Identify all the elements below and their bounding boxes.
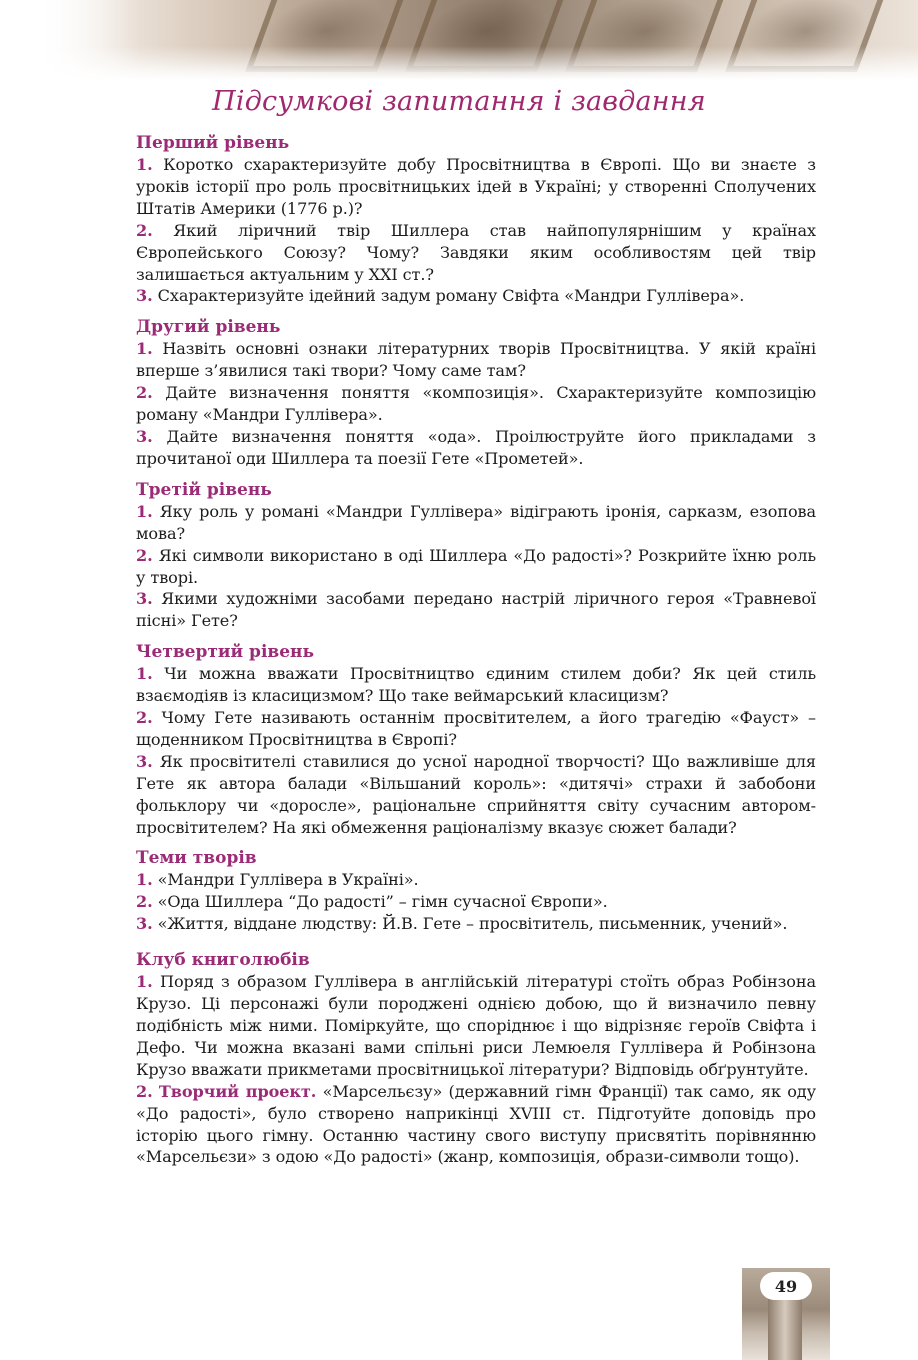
item-number: 3.: [136, 426, 153, 446]
item-text: Коротко схарактеризуйте добу Просвітництва в Європі. Що ви знаєте з уроків історії про роль просвітницьких ідей в Україні; у створенні Сполучених Штатів Америки (1776 р.)?: [136, 155, 816, 218]
item-text: Як просвітителі ставилися до усної народної творчості? Що важливіше для Гете як автора балади «Вільшаний король»: «дитячі» страхи й забобони фольклору чи «доросле», раціональне сприйняття світу сучасним автором-просвітителем? На які обмеження раціоналізму вказує сюжет балади?: [136, 751, 816, 837]
item-number: 2.: [136, 220, 153, 240]
section-heading: Теми творів: [136, 848, 257, 869]
task-item: [136, 971, 816, 1081]
question-item: [136, 545, 816, 589]
task-item: [136, 1081, 816, 1169]
item-number: 1.: [136, 664, 153, 684]
section-level-1: [136, 132, 816, 307]
section-heading: Четвертий рівень: [136, 642, 315, 663]
item-text: Дайте визначення поняття «ода». Проілюструйте його прикладами з прочитаної оди Шиллера та поезії Гете «Прометей».: [136, 426, 816, 468]
item-text: «Марсельєзу» (державний гімн Франції) так само, як оду «До радості», було створено наприкінці XVIII ст. Підготуйте доповідь про історію цього гімну. Останню частину свого виступу присвятіть порівнянню «Марсельєзи» з одою «До радості» (жанр, композиція, образи-символи тощо).: [136, 1081, 816, 1167]
item-number: 2.: [136, 708, 153, 728]
section-heading: Перший рівень: [136, 133, 290, 153]
item-number: 2.: [136, 545, 153, 565]
topic-item: [136, 913, 816, 935]
question-item: [136, 154, 816, 220]
section-heading: Другий рівень: [136, 317, 281, 338]
question-item: [136, 663, 816, 707]
item-number: 2.: [136, 1081, 153, 1101]
header-decoration: [0, 0, 918, 80]
item-text: «Життя, віддане людству: Й.В. Гете – просвітитель, письменник, учений».: [157, 914, 788, 934]
item-text: Схарактеризуйте ідейний задум роману Свіфта «Мандри Гуллівера».: [157, 286, 745, 306]
item-text: Які символи використано в оді Шиллера «До радості»? Розкрийте їхню роль у творі.: [136, 545, 816, 587]
page-title: Підсумкові запитання і завдання: [212, 86, 706, 117]
header-fade-bottom: [0, 46, 918, 80]
question-item: [136, 220, 816, 286]
item-text: «Ода Шиллера “До радості” – гімн сучасної Європи».: [157, 892, 608, 912]
item-text: Назвіть основні ознаки літературних творів Просвітництва. У якій країні вперше з’явилися такі твори? Чому саме там?: [136, 339, 816, 381]
section-level-2: [136, 316, 816, 469]
item-number: 2.: [136, 383, 153, 403]
item-text: Якими художніми засобами передано настрій ліричного героя «Травневої пісні» Гете?: [136, 589, 816, 631]
section-level-4: [136, 641, 816, 838]
question-item: [136, 707, 816, 751]
column-decoration: [768, 1298, 802, 1360]
question-item: [136, 501, 816, 545]
item-text: Чи можна вважати Просвітництво єдиним стилем доби? Як цей стиль взаємодіяв із класицизмом? Що таке веймарський класицизм?: [136, 664, 816, 706]
question-item: [136, 285, 816, 307]
question-item: [136, 751, 816, 839]
question-item: [136, 382, 816, 426]
question-item: [136, 588, 816, 632]
item-number: 1.: [136, 155, 153, 174]
item-text: Який ліричний твір Шиллера став найпопулярнішим у країнах Європейського Союзу? Чому? Завдяки яким особливостям цей твір залишається актуальним у XXI ст.?: [136, 220, 816, 284]
page-number: 49: [760, 1272, 812, 1300]
topic-item: [136, 869, 816, 891]
item-number: 3.: [136, 751, 153, 771]
item-text: Дайте визначення поняття «композиція». Схарактеризуйте композицію роману «Мандри Гуллівера».: [136, 383, 816, 425]
topic-item: [136, 891, 816, 913]
item-text: Чому Гете називають останнім просвітителем, а його трагедію «Фауст» – щоденником Просвітництва в Європі?: [136, 708, 816, 749]
page-content: [136, 132, 816, 1168]
item-number: 1.: [136, 339, 153, 359]
section-essay-topics: [136, 847, 816, 935]
section-book-club: [136, 949, 816, 1168]
item-number: 2.: [136, 892, 153, 912]
section-level-3: [136, 479, 816, 632]
item-number: 3.: [136, 589, 153, 609]
item-text: «Мандри Гуллівера в Україні».: [157, 870, 419, 890]
item-number: 1.: [136, 870, 153, 890]
question-item: [136, 426, 816, 470]
item-number: 1.: [136, 501, 153, 521]
section-heading: Клуб книголюбів: [136, 950, 310, 971]
question-item: [136, 338, 816, 382]
item-number: 3.: [136, 914, 153, 934]
item-text: Поряд з образом Гуллівера в англійській літературі стоїть образ Робінзона Крузо. Ці персонажі були породжені однією добою, що й визначило певну подібність між ними. Поміркуйте, що споріднює і що відрізняє героїв Свіфта і Дефо. Чи можна вказані вами спільні риси Лемюеля Гуллівера й Робінзона Крузо вважати прикметами просвітницької літератури? Відповідь обґрунтуйте.: [136, 972, 816, 1079]
item-lead: Творчий проект.: [158, 1081, 317, 1101]
item-number: 1.: [136, 972, 153, 992]
section-heading: Третій рівень: [136, 479, 272, 500]
item-text: Яку роль у романі «Мандри Гуллівера» відіграють іронія, сарказм, езопова мова?: [136, 501, 816, 543]
item-number: 3.: [136, 286, 153, 306]
